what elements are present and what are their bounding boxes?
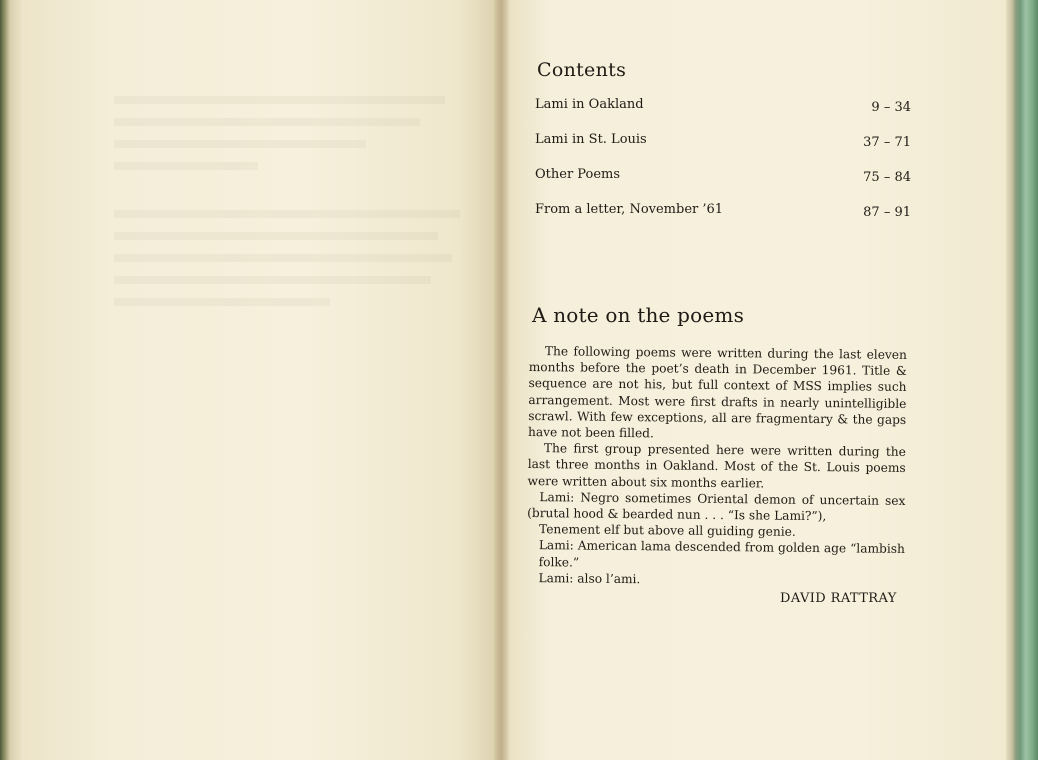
- contents-heading: Contents: [537, 59, 627, 81]
- table-of-contents: [535, 97, 911, 237]
- note-paragraph: The following poems were written during the last eleven months before the poet’s death in December 1961. Title & sequence are not his, but full context of MSS implies such arrangement. Most were first drafts in nearly unintelligible scrawl. With few exceptions, all are fragmentary & the gaps have not been filled.: [527, 344, 907, 441]
- toc-entry-pages: 87 – 91: [863, 205, 911, 220]
- toc-entry: [535, 97, 911, 132]
- toc-entry-pages: 75 – 84: [863, 170, 911, 185]
- toc-entry-pages: 9 – 34: [871, 100, 911, 115]
- toc-entry-pages: 37 – 71: [863, 135, 911, 150]
- book-cover-edge-left: [0, 0, 22, 760]
- toc-entry-title: Other Poems: [535, 167, 621, 182]
- definition-text: Lami: Negro sometimes Oriental demon of uncertain sex (brutal hood & bearded nun . . . “Is she Lami?”),: [527, 489, 906, 524]
- left-page: [22, 0, 496, 760]
- book-cover-edge-right: [1006, 0, 1038, 760]
- note-heading: A note on the poems: [532, 303, 745, 327]
- note-body: [526, 343, 907, 590]
- book-gutter: [494, 0, 510, 760]
- toc-entry-title: Lami in St. Louis: [535, 132, 647, 147]
- bleed-through-text: [114, 96, 474, 320]
- toc-entry: [535, 202, 911, 237]
- definition-line: Tenement elf but above all guiding genie.: [538, 522, 796, 540]
- toc-entry: [535, 132, 911, 167]
- note-paragraph: The first group presented here were written during the last three months in Oakland. Most of the St. Louis poems were written about six months earlier.: [527, 441, 906, 491]
- author-signature: DAVID RATTRAY: [780, 591, 897, 606]
- toc-entry: [535, 167, 911, 202]
- definition-line: Lami: also l’ami.: [538, 570, 641, 587]
- toc-entry-title: From a letter, November ’61: [535, 202, 724, 217]
- definition-line: [527, 489, 905, 525]
- toc-entry-title: Lami in Oakland: [535, 97, 644, 112]
- definition-line: Lami: American lama descended from golden age “lambish folke.”: [538, 538, 905, 570]
